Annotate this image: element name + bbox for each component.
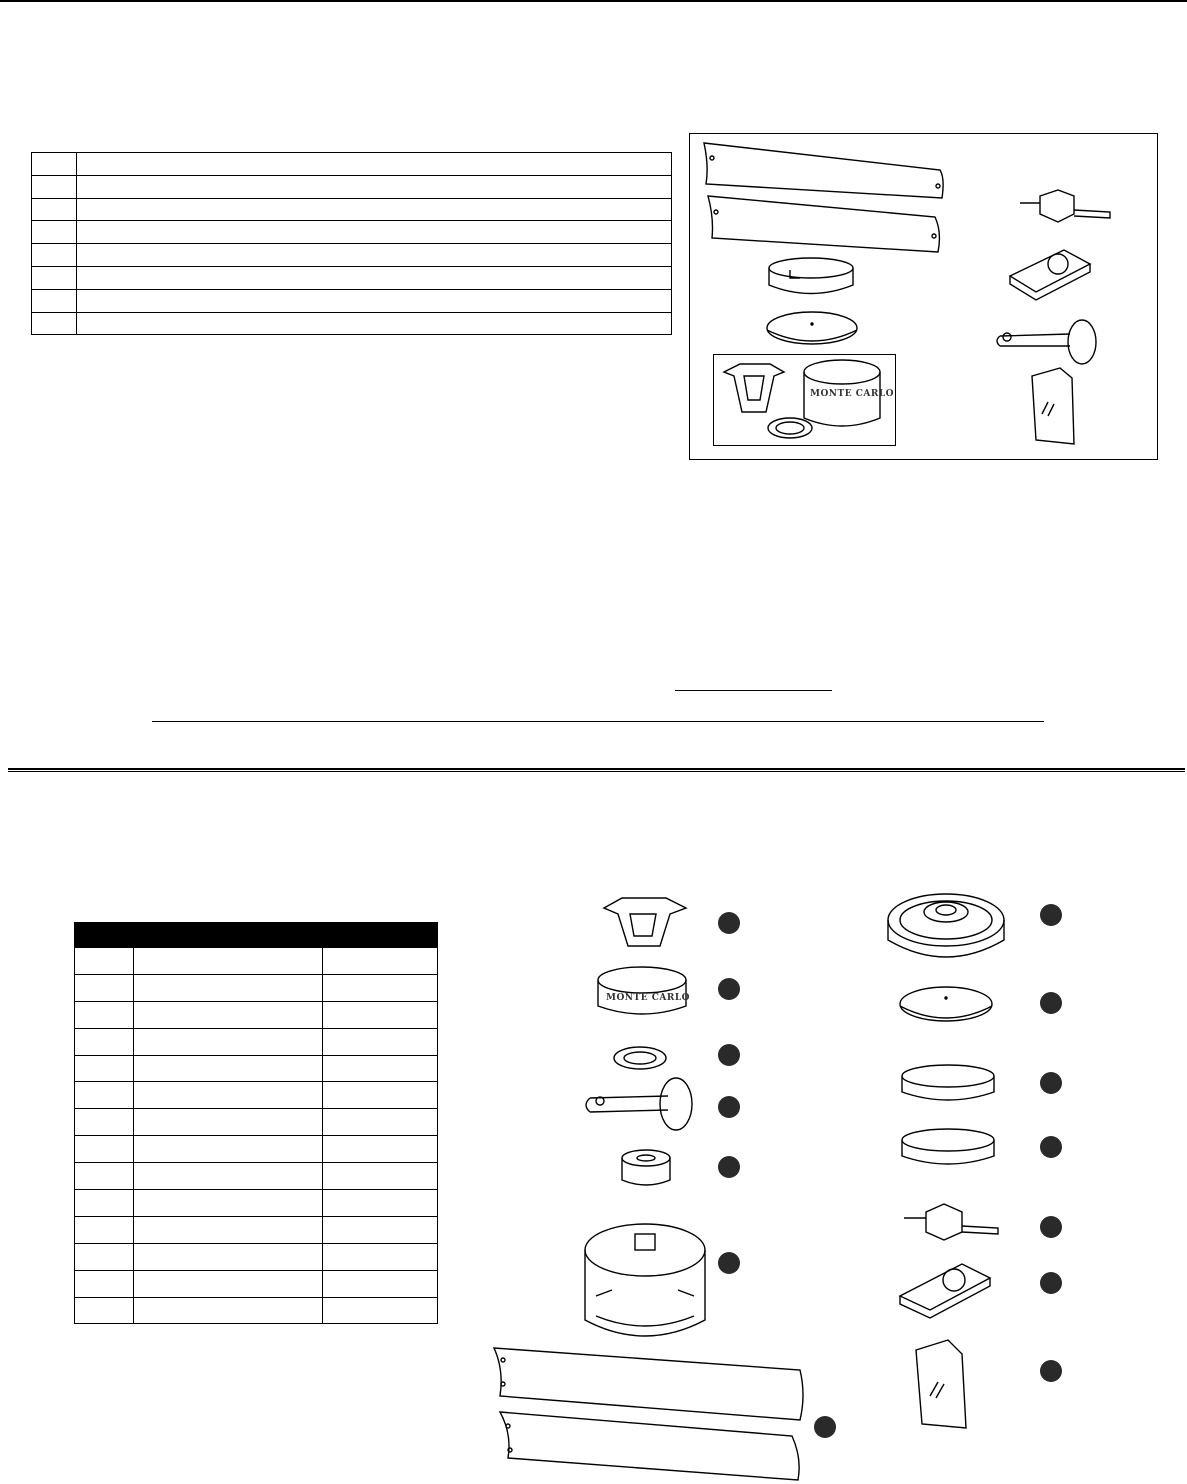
part-motor	[585, 1224, 705, 1336]
callout-marker	[814, 1416, 836, 1438]
part-plate	[614, 1047, 666, 1069]
part-cover	[900, 987, 992, 1021]
part-housing	[888, 894, 1004, 957]
part-hardware-bag	[916, 1340, 966, 1428]
part-coupler	[622, 1150, 670, 1185]
callout-marker	[1040, 1072, 1062, 1094]
part-remote	[900, 1264, 990, 1318]
callout-marker	[1040, 1272, 1062, 1294]
part-ring-2	[902, 1129, 994, 1164]
part-blade-1	[494, 1348, 803, 1420]
part-ring-1	[902, 1065, 994, 1100]
callout-marker	[1040, 992, 1062, 1014]
callout-marker	[718, 1096, 740, 1118]
callout-marker	[718, 912, 740, 934]
part-canopy-brand-text: MONTE CARLO	[606, 993, 691, 1003]
callout-marker	[1040, 1136, 1062, 1158]
callout-marker	[1040, 904, 1062, 926]
callout-marker	[718, 1156, 740, 1178]
callout-marker	[718, 978, 740, 1000]
canopy-brand-text: MONTE CARLO	[810, 389, 895, 399]
part-receiver	[904, 1204, 998, 1240]
part-blade-2	[500, 1412, 799, 1480]
part-bracket	[604, 898, 686, 946]
callout-marker	[718, 1044, 740, 1066]
callout-marker	[718, 1252, 740, 1274]
part-canopy	[598, 967, 690, 1014]
part-downrod	[586, 1078, 692, 1130]
callout-marker	[1040, 1360, 1062, 1382]
callout-marker	[1040, 1216, 1062, 1238]
